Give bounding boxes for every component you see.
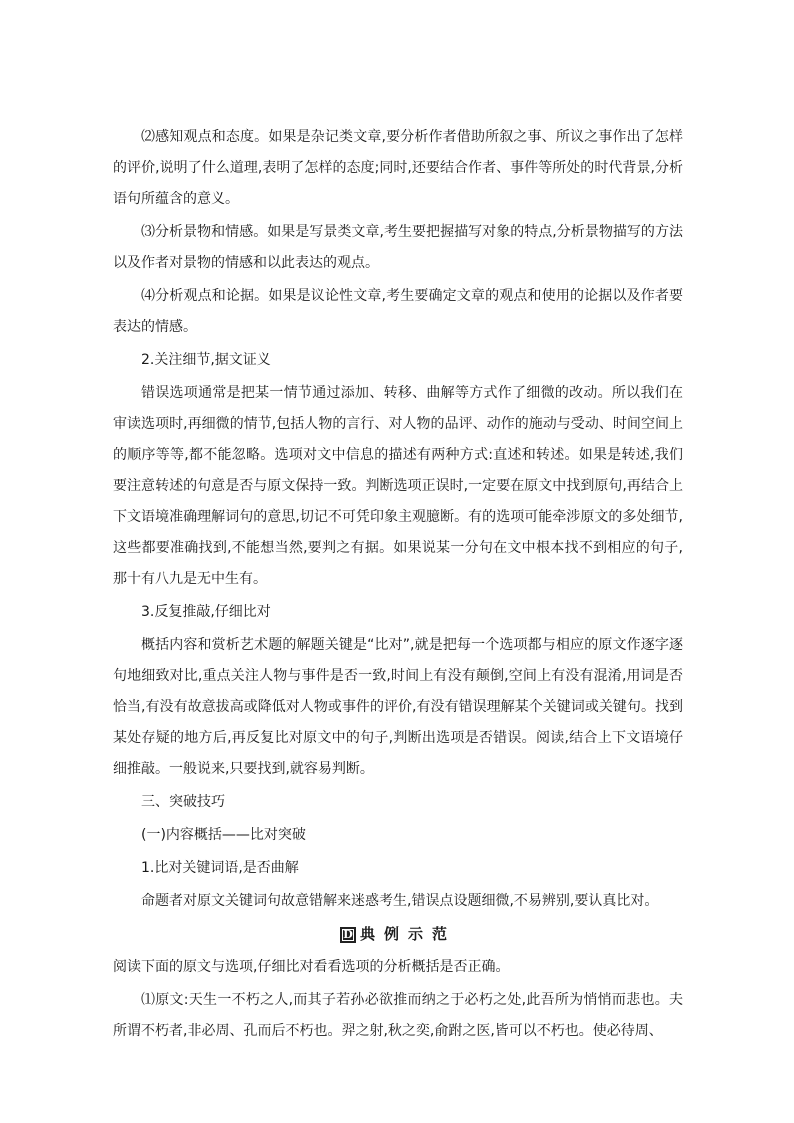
subsection-title-content-summary: (一)内容概括——比对突破 (141, 827, 306, 843)
paragraph-wrong-options: 错误选项通常是把某一情节通过添加、转移、曲解等方式作了细微的改动。所以我们在审读选项时,再细微的情节,包括人物的言行、对人物的品评、动作的施动与受动、时间空间上的顺序等等,都不能忽略。选项对文中信息的描述有两种方式:直述和转述。如果是转述,我们要注意转述的句意是否与原文保持一致。判断选项正误时,一定要在原文中找到原句,再结合上下文语境准确理解词句的意思,切记不可凭印象主观臆断。有的选项可能牵涉原文的多处细节,这些都要准确找到,不能想当然,要判之有据。如果说某一分句在文中根本找不到相应的句子,那十有八九是无中生有。 (113, 385, 683, 587)
subheading-key-words: 1.比对关键词语,是否曲解 (141, 860, 299, 876)
document-page (113, 122, 683, 1047)
subheading-compare-carefully: 3.反复推敲,仔细比对 (141, 604, 271, 620)
d-badge-icon: D (340, 927, 356, 943)
section-title-breakthrough: 三、突破技巧 (141, 794, 225, 810)
example-heading-title: 典例示范 (359, 925, 456, 943)
paragraph-original-text: ⑴原文:天生一不朽之人,而其子若孙必欲推而纳之于必朽之处,此吾所为悄悄而悲也。夫所谓不朽者,非必周、孔而后不朽也。羿之射,秋之奕,俞跗之医,皆可以不朽也。使必待周、 (113, 992, 683, 1039)
paragraph-reading-instruction: 阅读下面的原文与选项,仔细比对看看选项的分析概括是否正确。 (113, 959, 510, 975)
paragraph-examiner-tricks: 命题者对原文关键词句故意错解来迷惑考生,错误点设题细微,不易辨别,要认真比对。 (141, 893, 659, 909)
paragraph-analyze-arguments: ⑷分析观点和论据。如果是议论性文章,考生要确定文章的观点和使用的论据以及作者要表达的情感。 (113, 288, 683, 335)
paragraph-perceive-views: ⑵感知观点和态度。如果是杂记类文章,要分析作者借助所叙之事、所议之事作出了怎样的评价,说明了什么道理,表明了怎样的态度;同时,还要结合作者、事件等所处的时代背景,分析语句所蕴含的意义。 (113, 129, 683, 207)
example-heading (113, 919, 683, 950)
subheading-focus-details: 2.关注细节,据文证义 (141, 352, 271, 368)
paragraph-analyze-scenery: ⑶分析景物和情感。如果是写景类文章,考生要把握描写对象的特点,分析景物描写的方法以及作者对景物的情感和以此表达的观点。 (113, 224, 683, 271)
paragraph-comparison-key: 概括内容和赏析艺术题的解题关键是“比对”,就是把每一个选项都与相应的原文作逐字逐句地细致对比,重点关注人物与事件是否一致,时间上有没有颠倒,空间上有没有混淆,用词是否恰当,有没有故意拔高或降低对人物或事件的评价,有没有错误理解某个关键词或关键句。找到某处存疑的地方后,再反复比对原文中的句子,判断出选项是否错误。阅读,结合上下文语境仔细推敲。一般说来,只要找到,就容易判断。 (113, 637, 683, 777)
